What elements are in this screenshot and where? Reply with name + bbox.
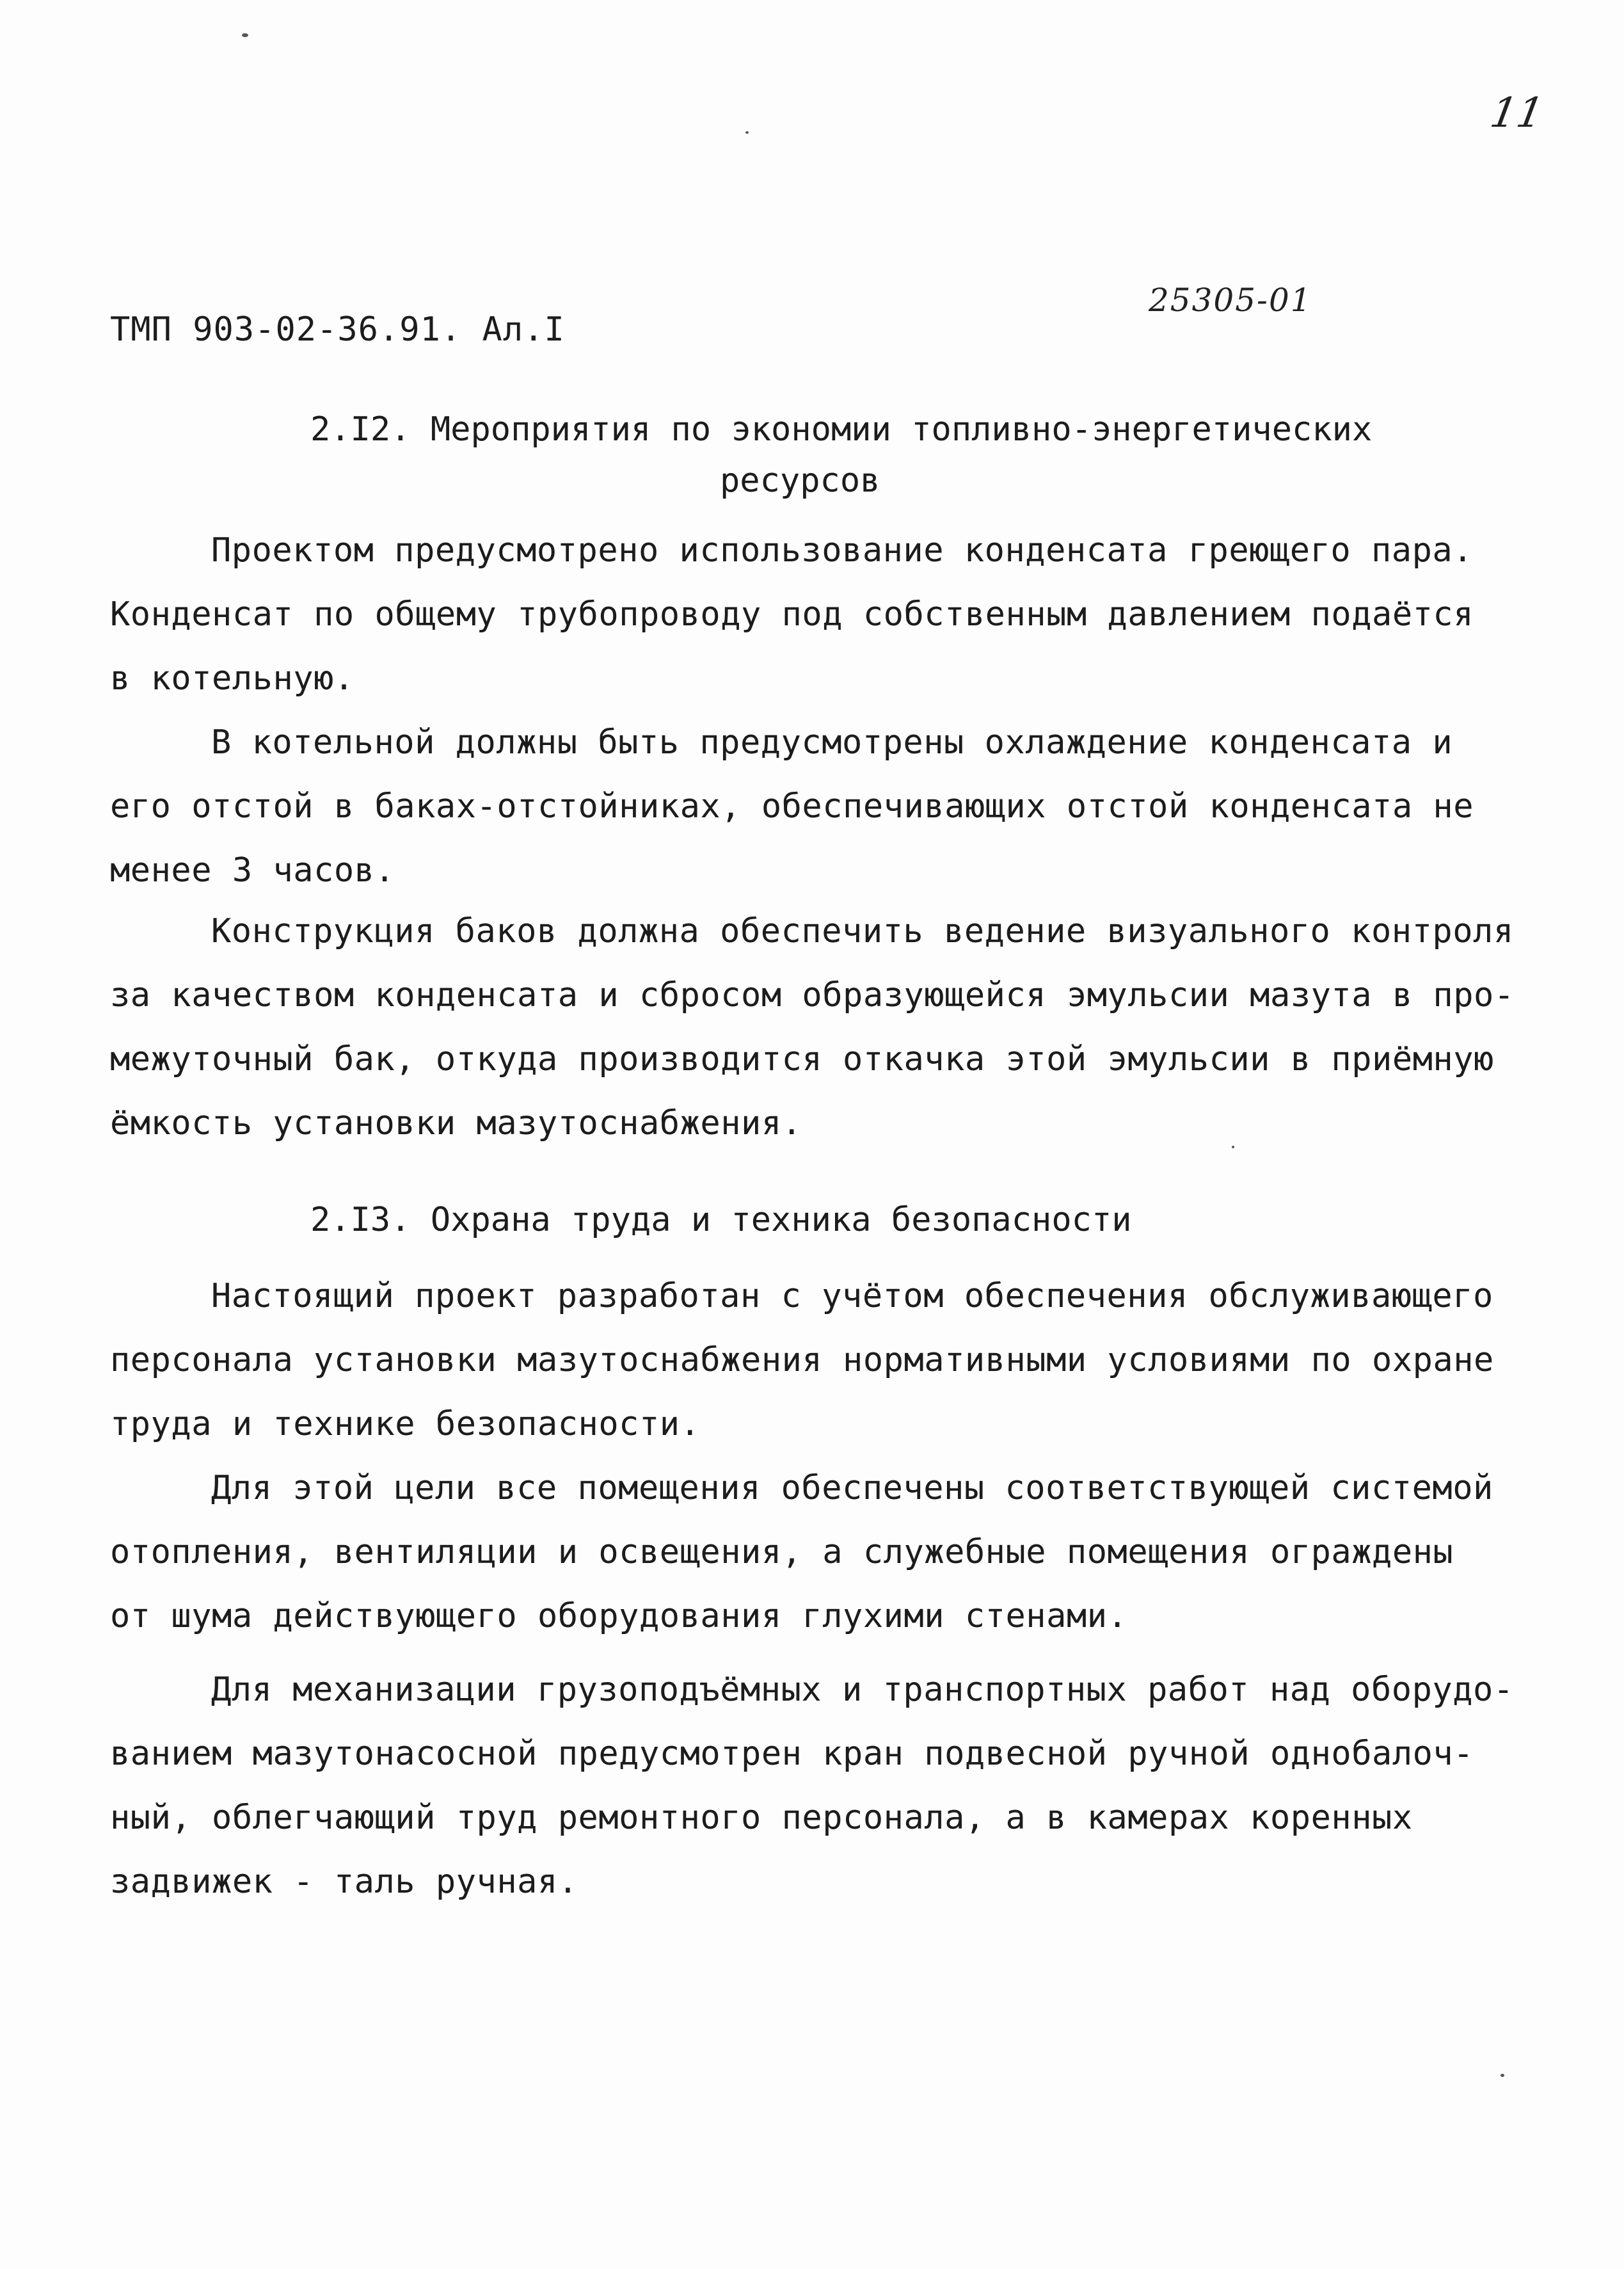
section-212-title-cont: ресурсов bbox=[720, 461, 880, 500]
paragraph-line: Конструкция баков должна обеспечить ведение визуального контроля bbox=[211, 912, 1514, 950]
paragraph-line: ванием мазутонасосной предусмотрен кран подвесной ручной однобалоч- bbox=[110, 1735, 1474, 1773]
page-number: 11 bbox=[1486, 90, 1547, 137]
stamp-number: 25305-01 bbox=[1149, 282, 1312, 319]
paragraph-line: межуточный бак, откуда производится откачка этой эмульсии в приёмную bbox=[110, 1040, 1494, 1078]
paragraph-line: Проектом предусмотрено использование конденсата греющего пара. bbox=[211, 531, 1474, 570]
section-213-title: 2.I3. Охрана труда и техника безопасности bbox=[310, 1201, 1132, 1239]
paragraph-line: труда и технике безопасности. bbox=[110, 1405, 701, 1443]
paragraph-line: персонала установки мазутоснабжения нормативными условиями по охране bbox=[110, 1341, 1494, 1379]
paragraph-line: ёмкость установки мазутоснабжения. bbox=[110, 1104, 802, 1143]
document-code: ТМП 903-02-36.91. Ал.I bbox=[110, 310, 565, 349]
scan-speck bbox=[1232, 1146, 1234, 1148]
paragraph-line: его отстой в баках-отстойниках, обеспечивающих отстой конденсата не bbox=[110, 787, 1474, 826]
paragraph-line: менее 3 часов. bbox=[110, 851, 395, 890]
scan-speck bbox=[242, 33, 248, 37]
paragraph-line: задвижек - таль ручная. bbox=[110, 1863, 578, 1901]
paragraph-line: в котельную. bbox=[110, 659, 354, 698]
paragraph-line: от шума действующего оборудования глухими стенами. bbox=[110, 1597, 1128, 1635]
paragraph-line: Конденсат по общему трубопроводу под собственным давлением подаётся bbox=[110, 595, 1474, 634]
paragraph-line: Для этой цели все помещения обеспечены соответствующей системой bbox=[211, 1469, 1493, 1507]
section-212-title: 2.I2. Мероприятия по экономии топливно-энергетических bbox=[310, 410, 1373, 449]
scan-speck bbox=[745, 131, 749, 134]
scan-speck bbox=[1501, 2074, 1504, 2077]
paragraph-line: Для механизации грузоподъёмных и транспортных работ над оборудо- bbox=[211, 1671, 1514, 1709]
paragraph-line: ный, облегчающий труд ремонтного персонала, а в камерах коренных bbox=[110, 1799, 1413, 1837]
paragraph-line: В котельной должны быть предусмотрены охлаждение конденсата и bbox=[211, 723, 1453, 762]
paragraph-line: за качеством конденсата и сбросом образующейся эмульсии мазута в про- bbox=[110, 976, 1515, 1014]
paragraph-line: Настоящий проект разработан с учётом обеспечения обслуживающего bbox=[211, 1277, 1493, 1315]
paragraph-line: отопления, вентиляции и освещения, а служебные помещения ограждены bbox=[110, 1533, 1454, 1571]
